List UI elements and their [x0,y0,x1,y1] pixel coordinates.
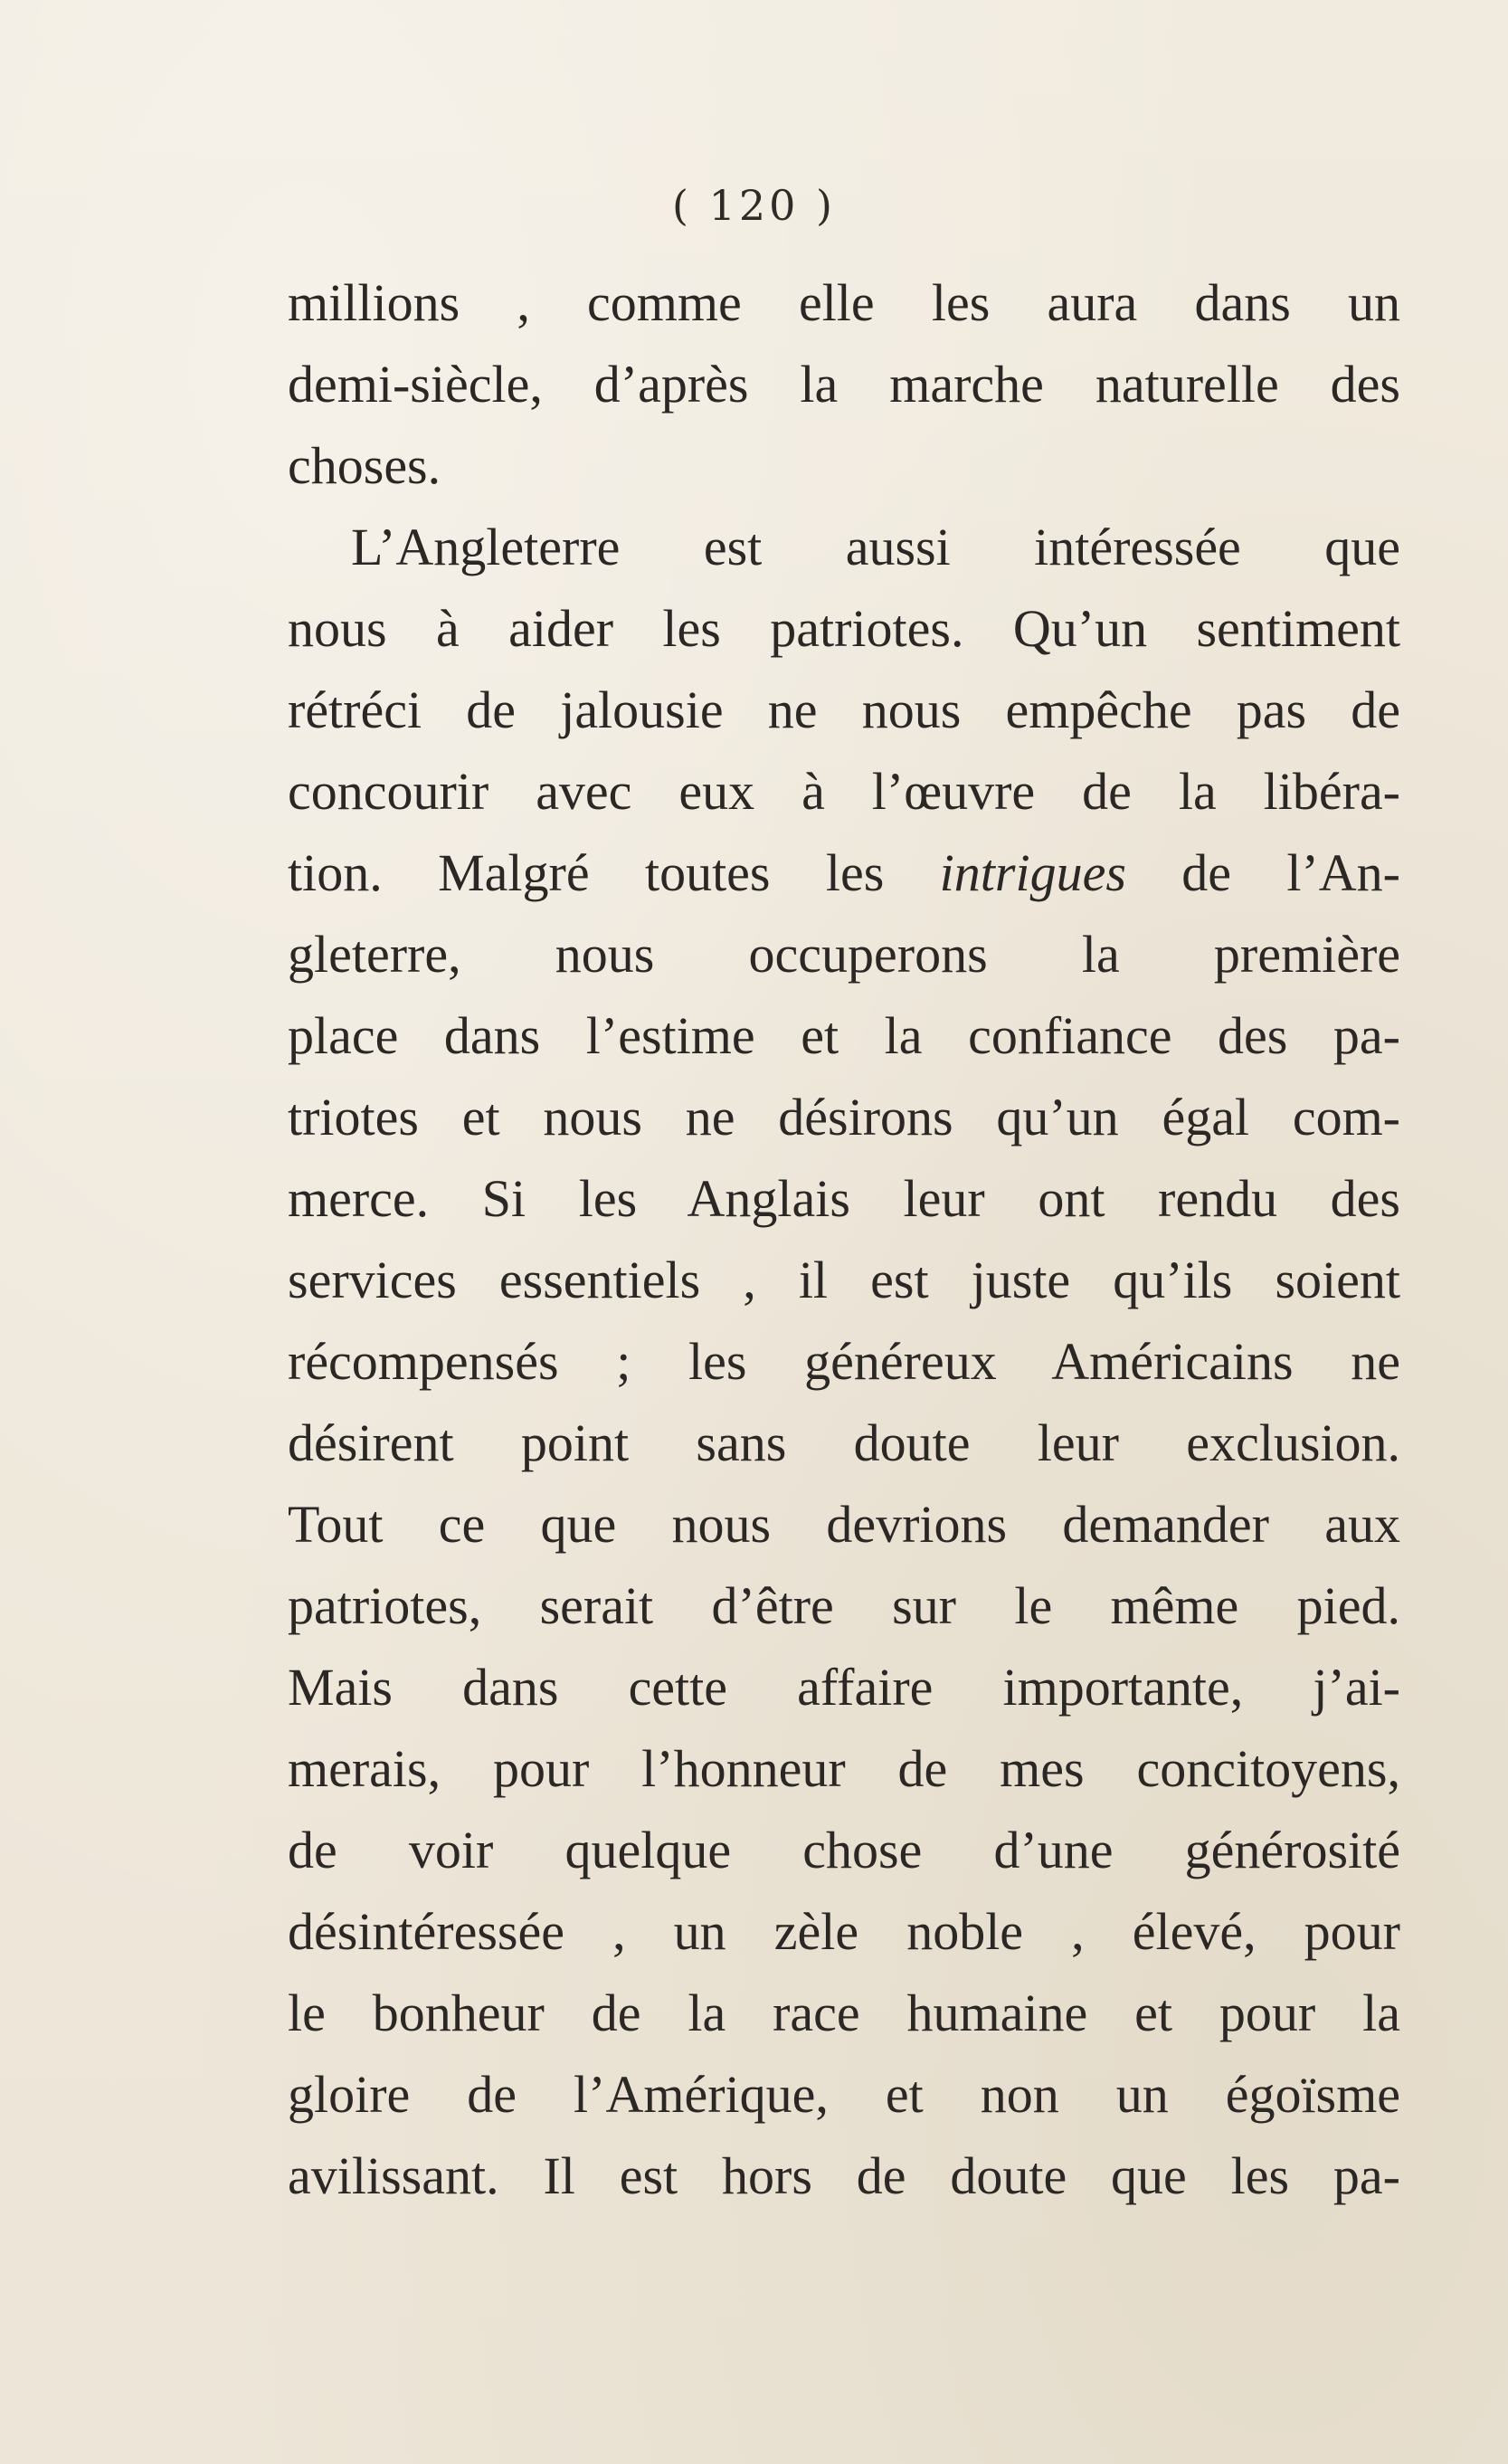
text-line: millions , comme elle les aura dans un [288,273,1400,332]
text-line: L’Angleterre est aussi intéressée que [351,518,1400,576]
text-line: choses. [288,436,441,495]
emphasized-word: intrigues [939,843,1126,902]
text-segment: de l’An- [1125,843,1400,902]
text-line-with-emphasis [288,832,1400,914]
text-line: rétréci de jalousie ne nous empêche pas de [288,680,1400,739]
page-number: ( 120 ) [672,181,836,230]
text-line: de voir quelque chose d’une générosité [288,1821,1400,1879]
text-line: place dans l’estime et la confiance des pa- [288,1006,1400,1065]
text-line: gloire de l’Amérique, et non un égoïsme [288,2065,1400,2124]
text-line: Mais dans cette affaire importante, j’ai- [288,1658,1400,1717]
text-line: demi-siècle, d’après la marche naturelle des [288,355,1400,414]
text-line: gleterre, nous occuperons la première [288,925,1400,984]
body-text [288,262,1400,2217]
text-line: avilissant. Il est hors de doute que les pa- [288,2146,1400,2205]
text-line: triotes et nous ne désirons qu’un égal com- [288,1088,1400,1146]
text-segment: tion. Malgré toutes les [288,843,940,902]
text-line: désirent point sans doute leur exclusion. [288,1413,1400,1472]
text-line: services essentiels , il est juste qu’ils soient [288,1251,1400,1309]
text-line: concourir avec eux à l’œuvre de la libéra- [288,762,1400,821]
text-line: patriotes, serait d’être sur le même pied. [288,1576,1400,1635]
text-line: merais, pour l’honneur de mes concitoyens, [288,1739,1400,1798]
text-line: le bonheur de la race humaine et pour la [288,1984,1400,2042]
text-line: nous à aider les patriotes. Qu’un sentiment [288,599,1400,658]
text-line: récompensés ; les généreux Américains ne [288,1332,1400,1391]
text-line: Tout ce que nous devrions demander aux [288,1495,1400,1554]
text-line: merce. Si les Anglais leur ont rendu des [288,1169,1400,1228]
text-line: désintéressée , un zèle noble , élevé, pour [288,1902,1400,1961]
